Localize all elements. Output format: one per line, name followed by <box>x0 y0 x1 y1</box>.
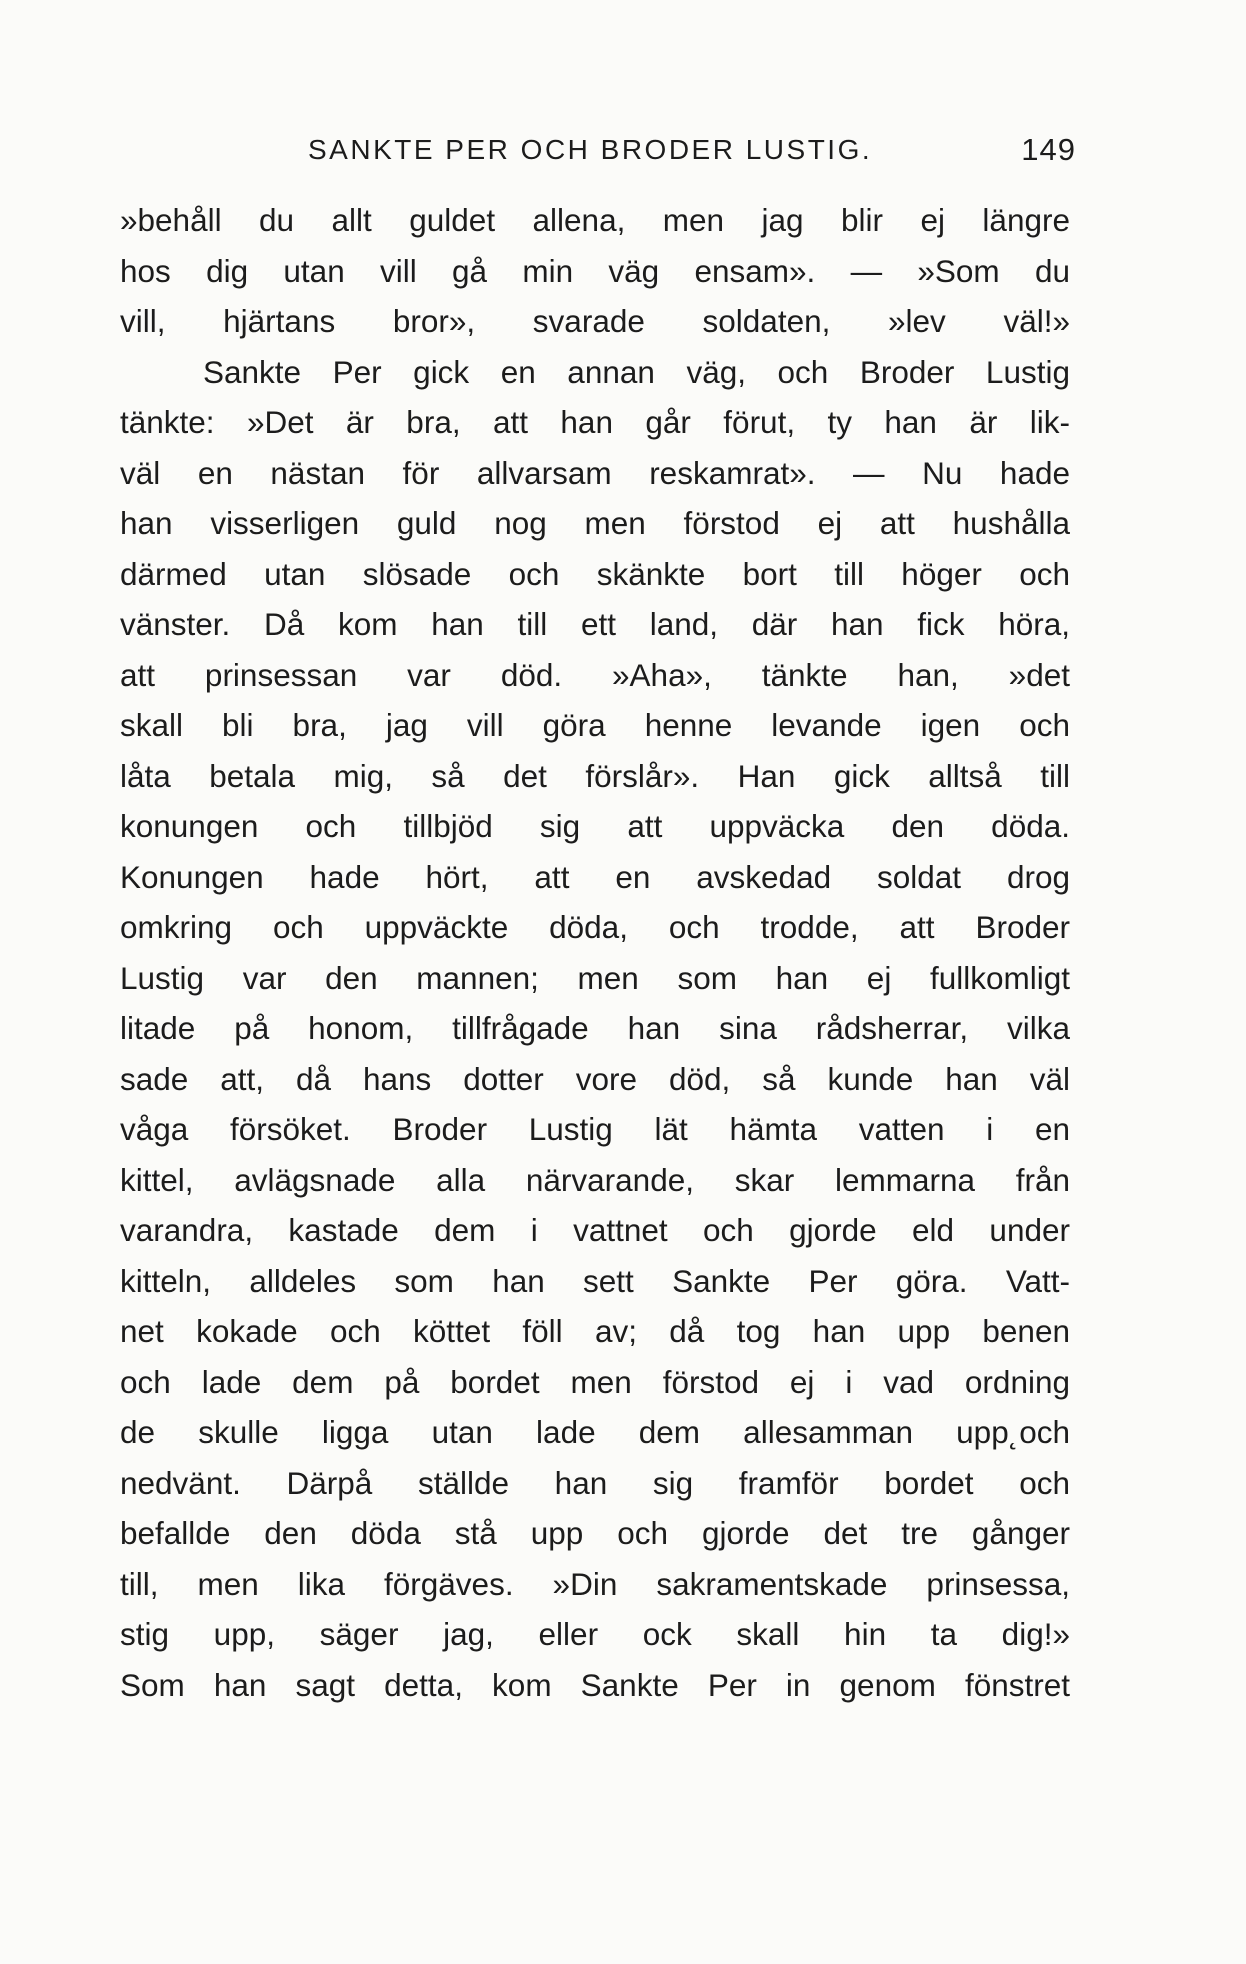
page-number: 149 <box>1021 132 1076 167</box>
text-line: han visserligen guld nog men förstod ej att hushålla <box>120 505 1070 541</box>
text-line: kitteln, alldeles som han sett Sankte Per göra. Vatt- <box>120 1262 1070 1299</box>
text-line: våga försöket. Broder Lustig lät hämta vatten i en <box>120 1111 1070 1147</box>
text-line: tänkte: »Det är bra, att han går förut, ty han är lik- <box>120 404 1070 440</box>
body-text <box>120 195 1070 1710</box>
text-line: väl en nästan för allvarsam reskamrat». — Nu hade <box>120 454 1070 491</box>
text-line: stig upp, säger jag, eller ock skall hin ta dig!» <box>120 1616 1070 1652</box>
text-line: Som han sagt detta, kom Sankte Per in genom fönstret <box>120 1666 1070 1703</box>
running-title: SANKTE PER OCH BRODER LUSTIG. <box>308 134 873 165</box>
text-line: och lade dem på bordet men förstod ej i vad ordning <box>120 1363 1070 1400</box>
text-line: net kokade och köttet föll av; då tog han upp benen <box>120 1313 1070 1349</box>
text-line: befallde den döda stå upp och gjorde det tre gånger <box>120 1515 1070 1551</box>
text-line: omkring och uppväckte döda, och trodde, att Broder <box>120 909 1070 945</box>
text-line: skall bli bra, jag vill göra henne levande igen och <box>120 707 1070 743</box>
text-line: »behåll du allt guldet allena, men jag blir ej längre <box>120 202 1070 238</box>
text-line: Konungen hade hört, att en avskedad soldat drog <box>120 858 1070 895</box>
text-line: de skulle ligga utan lade dem allesamman upp˛och <box>120 1414 1070 1450</box>
text-line: vill, hjärtans bror», svarade soldaten, »lev väl!» <box>120 303 1070 339</box>
text-line: varandra, kastade dem i vattnet och gjorde eld under <box>120 1212 1070 1248</box>
text-line: låta betala mig, så det förslår». Han gick alltså till <box>120 757 1070 794</box>
text-line: Lustig var den mannen; men som han ej fullkomligt <box>120 959 1070 996</box>
text-line: till, men lika förgäves. »Din sakramentskade prinsessa, <box>120 1565 1070 1602</box>
text-line: sade att, då hans dotter vore död, så kunde han väl <box>120 1060 1070 1097</box>
text-line: hos dig utan vill gå min väg ensam». — »Som du <box>120 252 1070 289</box>
text-line-paragraph-start: Sankte Per gick en annan väg, och Broder Lustig <box>203 353 1070 390</box>
text-line: litade på honom, tillfrågade han sina rådsherrar, vilka <box>120 1010 1070 1046</box>
text-line: därmed utan slösade och skänkte bort till höger och <box>120 555 1070 592</box>
text-line: vänster. Då kom han till ett land, där han fick höra, <box>120 606 1070 642</box>
text-line: att prinsessan var död. »Aha», tänkte han, »det <box>120 656 1070 693</box>
running-head <box>120 128 1082 172</box>
text-line: kittel, avlägsnade alla närvarande, skar lemmarna från <box>120 1161 1070 1198</box>
text-line: konungen och tillbjöd sig att uppväcka den döda. <box>120 808 1070 844</box>
text-line: nedvänt. Därpå ställde han sig framför bordet och <box>120 1464 1070 1501</box>
